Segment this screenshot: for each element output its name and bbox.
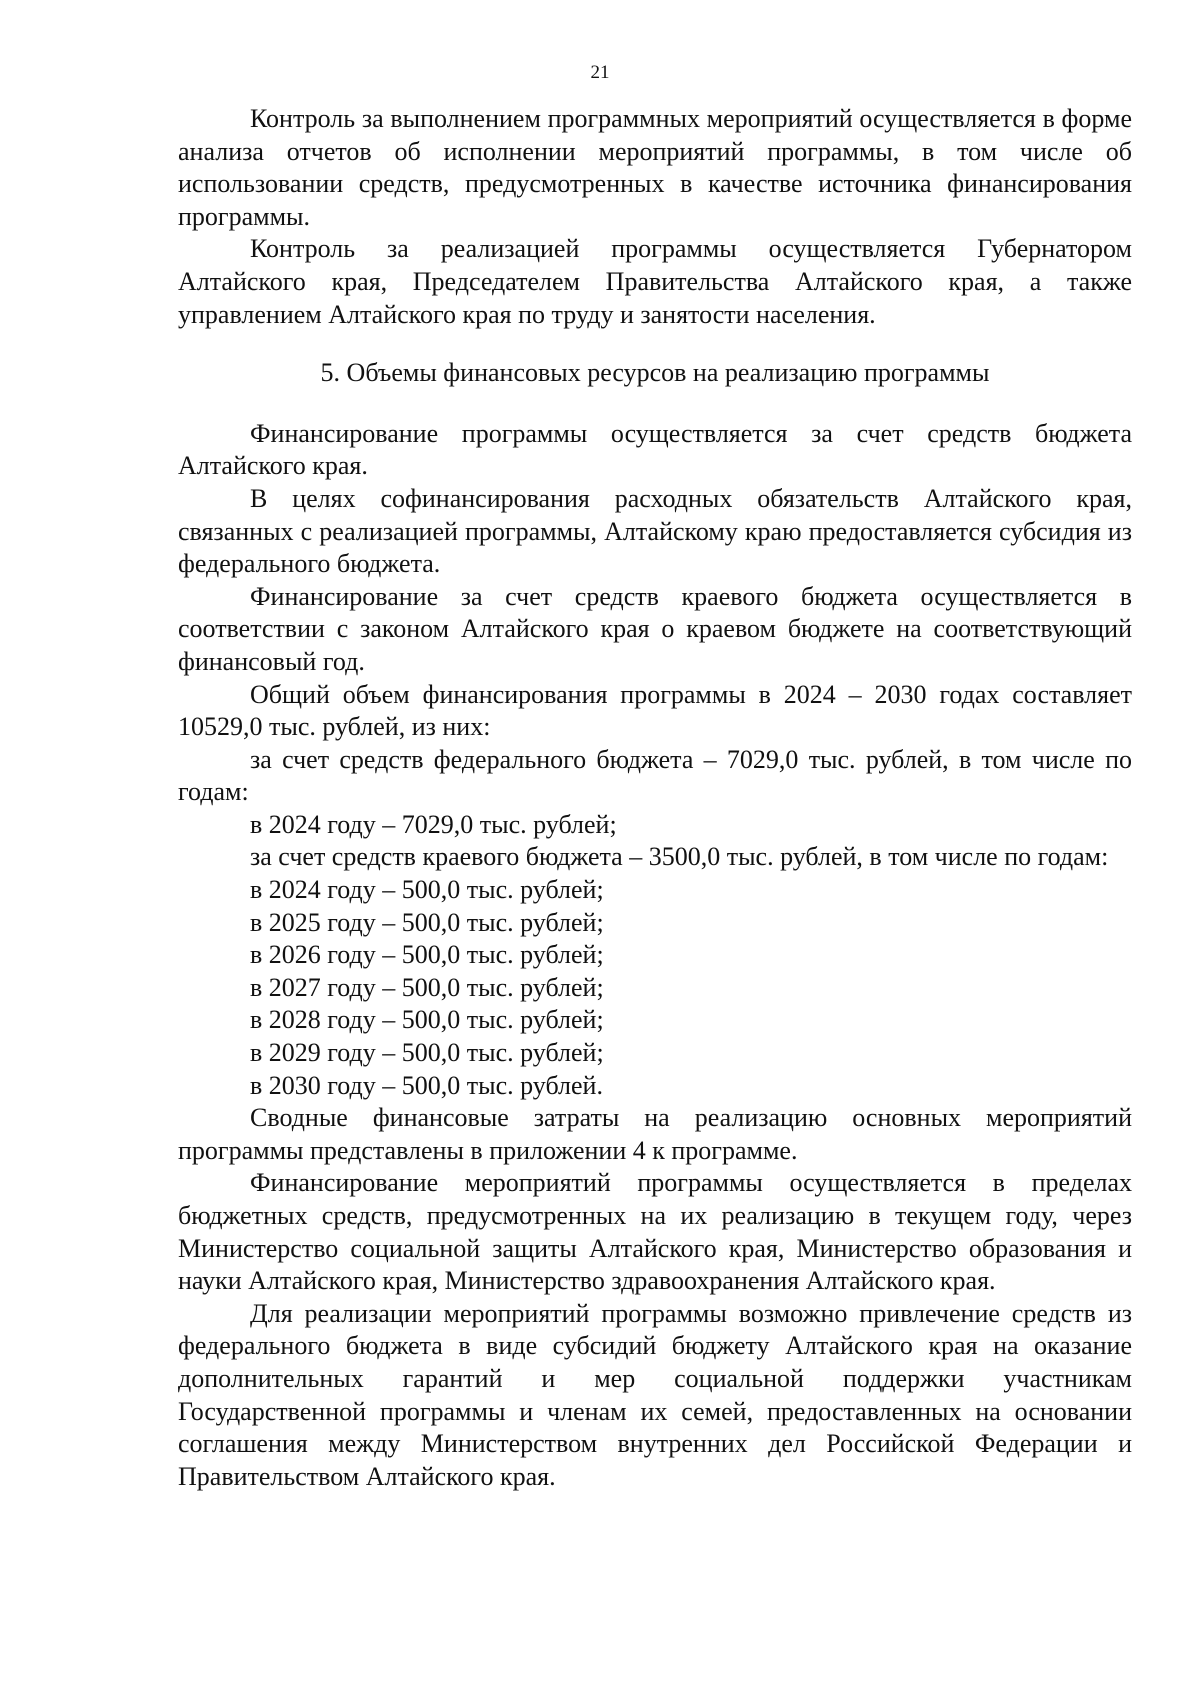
paragraph-control-implementation: Контроль за реализацией программы осуществляется Губернатором Алтайского края, Председателем Правительства Алтайского края, а также управлением Алтайского края по труду и занятости населения. xyxy=(178,234,1132,329)
list-item-regional-2029: в 2029 году – 500,0 тыс. рублей; xyxy=(250,1038,604,1068)
page-number: 21 xyxy=(590,62,610,83)
paragraph-regional-budget: за счет средств краевого бюджета – 3500,0 тыс. рублей, в том числе по годам: xyxy=(250,842,1109,872)
list-item-federal-2024: в 2024 году – 7029,0 тыс. рублей; xyxy=(250,809,617,839)
list-item-regional-2030: в 2030 году – 500,0 тыс. рублей. xyxy=(250,1070,603,1100)
paragraph-ministries: Финансирование мероприятий программы осуществляется в пределах бюджетных средств, предусмотренных на их реализацию в текущем году, через Министерство социальной защиты Алтайского края, Министерство образования и науки Алтайского края, Министерство здравоохранения Алтайского края. xyxy=(178,1168,1132,1296)
paragraph-total-financing: Общий объем финансирования программы в 2024 – 2030 годах составляет 10529,0 тыс. рублей, из них: xyxy=(178,679,1132,742)
list-item-regional-2028: в 2028 году – 500,0 тыс. рублей; xyxy=(250,1005,604,1035)
paragraph-federal-subsidies: Для реализации мероприятий программы возможно привлечение средств из федерального бюджета в виде субсидий бюджету Алтайского края на оказание дополнительных гарантий и мер социальной поддержки участникам Государственной программы и членам их семей, предоставленных на основании соглашения между Министерством внутренних дел Российской Федерации и Правительством Алтайского края. xyxy=(178,1298,1132,1491)
paragraph-regional-budget-law: Финансирование за счет средств краевого бюджета осуществляется в соответствии с законом Алтайского края о краевом бюджете на соответствующий финансовый год. xyxy=(178,581,1132,676)
section-heading: 5. Объемы финансовых ресурсов на реализацию программы xyxy=(320,358,990,388)
paragraph-federal-budget: за счет средств федерального бюджета – 7029,0 тыс. рублей, в том числе по годам: xyxy=(178,744,1132,807)
paragraph-control-measures: Контроль за выполнением программных мероприятий осуществляется в форме анализа отчетов об исполнении мероприятий программы, в том числе об использовании средств, предусмотренных в качестве источника финансирования программы. xyxy=(178,104,1132,231)
paragraph-summary-costs: Сводные финансовые затраты на реализацию основных мероприятий программы представлены в приложении 4 к программе. xyxy=(178,1103,1132,1165)
paragraph-cofinancing: В целях софинансирования расходных обязательств Алтайского края, связанных с реализацией программы, Алтайскому краю предоставляется субсидия из федерального бюджета. xyxy=(178,483,1132,579)
list-item-regional-2027: в 2027 году – 500,0 тыс. рублей; xyxy=(250,972,604,1002)
list-item-regional-2025: в 2025 году – 500,0 тыс. рублей; xyxy=(250,907,604,937)
document-body xyxy=(178,103,1132,1493)
list-item-regional-2026: в 2026 году – 500,0 тыс. рублей; xyxy=(250,940,604,970)
paragraph-financing-source: Финансирование программы осуществляется за счет средств бюджета Алтайского края. xyxy=(178,418,1132,481)
list-item-regional-2024: в 2024 году – 500,0 тыс. рублей; xyxy=(250,875,604,905)
